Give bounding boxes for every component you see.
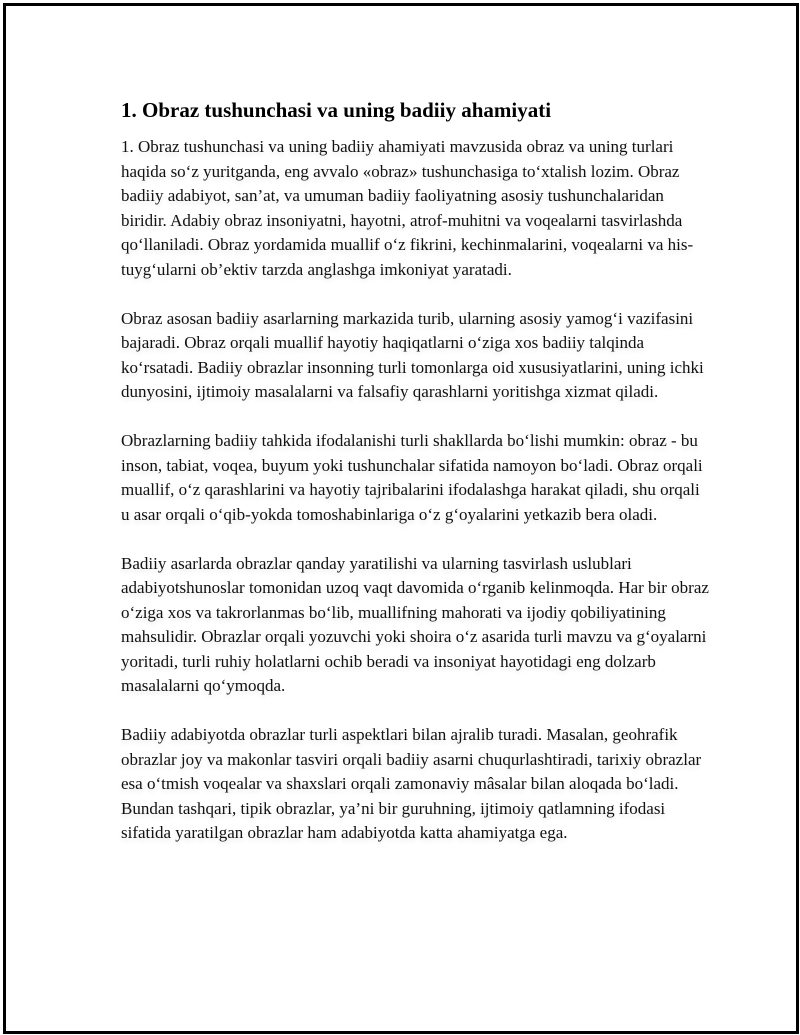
- paragraph-4: Badiiy asarlarda obrazlar qanday yaratilishi va ularning tasvirlash uslublari adabiyotshunoslar tomonidan uzoq vaqt davomida o‘rganib kelinmoqda. Har bir obraz o‘ziga xos va takrorlanmas bo‘lib, muallifning mahorati va ijodiy qobiliyatining mahsulidir. Obrazlar orqali yozuvchi yoki shoira o‘z asarida turli mavzu va g‘oyalarni yoritadi, turli ruhiy holatlarni ochib beradi va insoniyat hayotidagi eng dolzarb masalalarni qo‘ymoqda.: [121, 553, 709, 695]
- paragraph-5: Badiiy adabiyotda obrazlar turli aspektlari bilan ajralib turadi. Masalan, geohrafik obrazlar joy va makonlar tasviri orqali badiiy asarni chuqurlashtiradi, tarixiy obrazlar esa o‘tmish voqealar va shaxslari orqali zamonaviy mâsalar bilan aloqada bo‘ladi. Bundan tashqari, tipik obrazlar, ya’ni bir guruhning, ijtimoiy qatlamning ifodasi sifatida yaratilgan obrazlar ham adabiyotda katta ahamiyatga ega.: [121, 725, 702, 842]
- paragraph-3: Obrazlarning badiiy tahkida ifodalanishi turli shakllarda bo‘lishi mumkin: obraz - bu inson, tabiat, voqea, buyum yoki tushunchalar sifatida namoyon bo‘ladi. Obraz orqali muallif, o‘z qarashlarini va hayotiy tajribalarini ifodalashga harakat qiladi, shu orqali u asar orqali o‘qib-yokda tomoshabinlariga o‘z g‘oyalarini yetkazib bera oladi.: [121, 431, 703, 524]
- document-body: [121, 96, 711, 846]
- paragraph-2: Obraz asosan badiiy asarlarning markazida turib, ularning asosiy yamog‘i vazifasini bajaradi. Obraz orqali muallif hayotiy haqiqatlarni o‘ziga xos badiiy talqinda ko‘rsatadi. Badiiy obrazlar insonning turli tomonlarga oid xususiyatlarini, uning ichki dunyosini, ijtimoiy masalalarni va falsafiy qarashlarni yoritishga xizmat qiladi.: [121, 308, 704, 401]
- page-frame: [3, 3, 799, 1034]
- paragraph-1: 1. Obraz tushunchasi va uning badiiy ahamiyati mavzusida obraz va uning turlari haqida so‘z yuritganda, eng avvalo «obraz» tushunchasiga to‘xtalish lozim. Obraz badiiy adabiyot, san’at, va umuman badiiy faoliyatning asosiy tushunchalaridan biridir. Adabiy obraz insoniyatni, hayotni, atrof-muhitni va voqealarni tasvirlashda qo‘llaniladi. Obraz yordamida muallif o‘z fikrini, kechinmalarini, voqealarni va his-tuyg‘ularni ob’ektiv tarzda anglashga imkoniyat yaratadi.: [121, 137, 694, 279]
- document-title: 1. Obraz tushunchasi va uning badiiy ahamiyati: [121, 98, 552, 122]
